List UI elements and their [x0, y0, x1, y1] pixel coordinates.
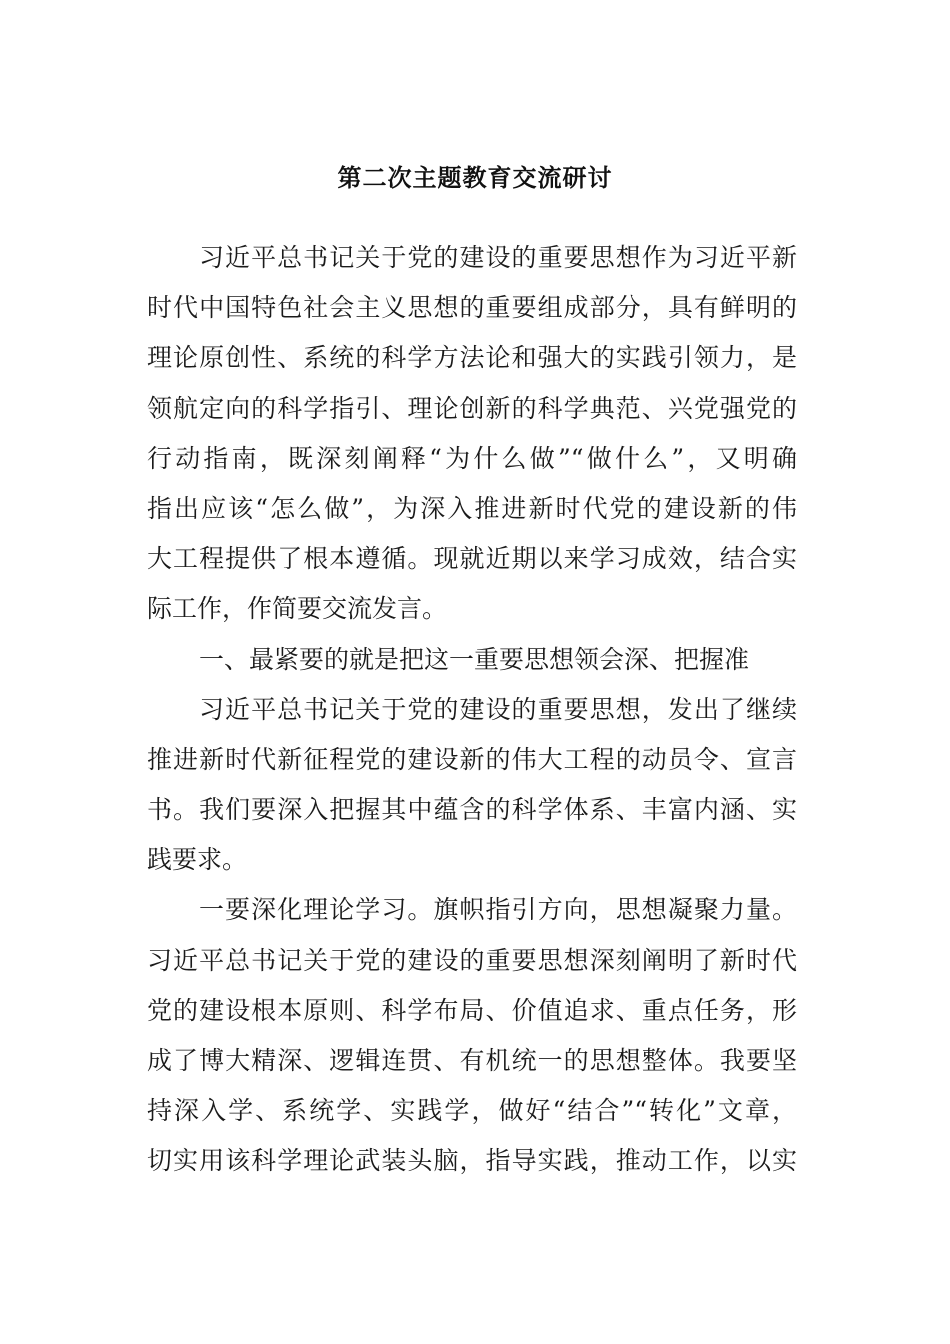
- paragraph-line: 习近平总书记关于党的建设的重要思想深刻阐明了新时代: [147, 945, 797, 975]
- paragraph-line: 际工作，作简要交流发言。: [147, 594, 448, 624]
- section-heading: 一、最紧要的就是把这一重要思想领会深、把握准: [199, 644, 750, 674]
- paragraph-line: 习近平总书记关于党的建设的重要思想作为习近平新: [199, 243, 797, 272]
- document-body: [147, 233, 797, 1187]
- paragraph-line: 理论原创性、系统的科学方法论和强大的实践引领力，是: [147, 343, 797, 373]
- paragraph-line: 领航定向的科学指引、理论创新的科学典范、兴党强党的: [147, 393, 797, 423]
- paragraph-line: 书。我们要深入把握其中蕴含的科学体系、丰富内涵、实: [147, 795, 797, 825]
- paragraph-line: 指出应该“怎么做”，为深入推进新时代党的建设新的伟: [147, 493, 797, 523]
- paragraph-line: 大工程提供了根本遵循。现就近期以来学习成效，结合实: [147, 544, 797, 574]
- paragraph-line: 切实用该科学理论武装头脑，指导实践，推动工作，以实: [147, 1146, 797, 1176]
- paragraph-line: 时代中国特色社会主义思想的重要组成部分，具有鲜明的: [147, 293, 797, 323]
- paragraph-line: 行动指南，既深刻阐释“为什么做”“做什么”，又明确: [147, 443, 797, 473]
- document-title: 第二次主题教育交流研讨: [337, 164, 613, 192]
- paragraph-line: 推进新时代新征程党的建设新的伟大工程的动员令、宣言: [147, 744, 797, 774]
- paragraph-line: 持深入学、系统学、实践学，做好“结合”“转化”文章，: [147, 1096, 798, 1126]
- paragraph-line: 践要求。: [147, 845, 248, 875]
- paragraph-line: 习近平总书记关于党的建设的重要思想，发出了继续: [199, 694, 797, 724]
- paragraph-line: 一要深化理论学习。旗帜指引方向，思想凝聚力量。: [199, 895, 797, 925]
- paragraph-line: 成了博大精深、逻辑连贯、有机统一的思想整体。我要坚: [147, 1046, 797, 1075]
- paragraph-line: 党的建设根本原则、科学布局、价值追求、重点任务，形: [147, 995, 797, 1025]
